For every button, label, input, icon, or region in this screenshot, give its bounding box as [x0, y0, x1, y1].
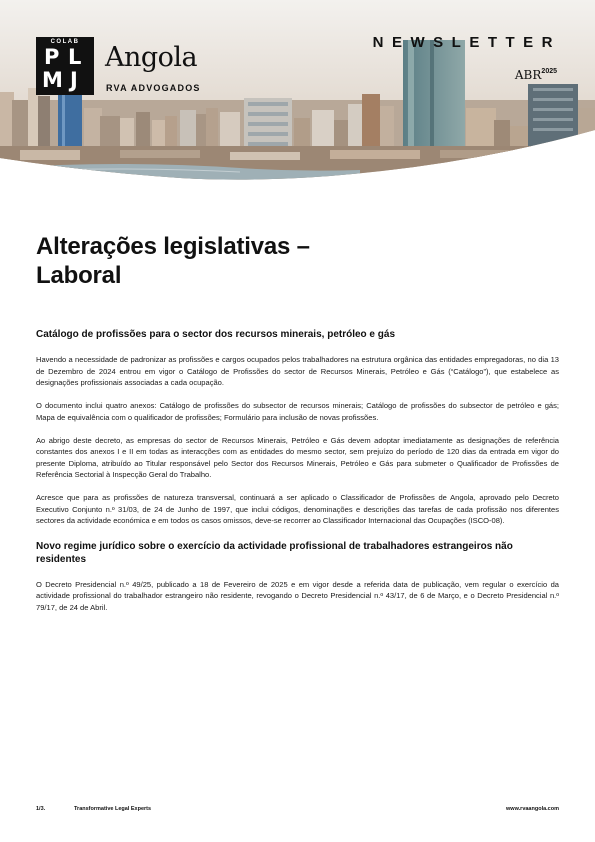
paragraph: Havendo a necessidade de padronizar as profissões e cargos ocupados pelos trabalhadores na estrutura orgânica das entidades empregadoras, no dia 13 de Dezembro de 2024 entrou em vigor o Catálogo de Profissões do sector de Recursos Minerais, Petróleo e Gás (“Catálogo”), que estabelece as designações profissionais associadas a cada ocupação. [36, 355, 559, 387]
paragraph: Acresce que para as profissões de natureza transversal, continuará a ser aplicado o Classificador de Profissões de Angola, aprovado pelo Decreto Executivo Conjunto n.º 31/03, de 24 de Junho de 1997, que inclui códigos, denominações e descrições das tarefas de cada profissão nos diferentes sectores da actividade económica e em todos os casos omissos, deve-se recorrer ao Classificador Internacional das Ocupações (ISCO-08). [36, 493, 559, 525]
logo-letter: P [44, 45, 60, 69]
logo-colab-text: COLAB [50, 39, 80, 45]
page-number: 1/3. [36, 806, 46, 812]
issue-date [515, 68, 557, 82]
page-title-line: Laboral [36, 262, 122, 289]
newsletter-label: NEWSLETTER [372, 34, 561, 51]
footer-tagline: Transformative Legal Experts [74, 806, 152, 812]
logo-letter: M [42, 68, 63, 92]
section-trabalhadores-estrangeiros [36, 540, 559, 614]
firm-logo[interactable] [36, 37, 94, 95]
website-link[interactable]: www.rvaangola.com [506, 806, 559, 812]
city-skyline-image [0, 0, 595, 190]
paragraph: O documento inclui quatro anexos: Catálogo de profissões do subsector de recursos minerais; Catálogo de profissões do subsector de petróleo e gás; Mapa de equivalência com o qualificador de profissões; Formulário para inclusão de novas profissões. [36, 401, 559, 422]
section-heading: Catálogo de profissões para o sector dos recursos minerais, petróleo e gás [36, 329, 396, 340]
paragraph: O Decreto Presidencial n.º 49/25, publicado a 18 de Fevereiro de 2025 e em vigor desde a referida data de publicação, vem regular o exercício da actividade profissional do trabalhador estrangeiro não residente, revogando o Decreto Presidencial n.º 43/17, de 6 de Março, e o Decreto Presidencial n.º 79/17, de 24 de Abril. [36, 579, 559, 612]
section-heading: Novo regime jurídico sobre o exercício da actividade profissional de trabalhadores estrangeiros não residentes [36, 540, 513, 565]
header-banner [0, 0, 595, 190]
issue-year: 2025 [541, 68, 557, 75]
page-title-line: Alterações legislativas – [36, 233, 310, 260]
issue-month: ABR [514, 68, 542, 82]
brand-subtitle: RVA ADVOGADOS [106, 83, 201, 93]
brand-name: Angola [105, 42, 198, 73]
section-catalogo-profissoes [36, 328, 559, 527]
article-body [36, 328, 559, 625]
paragraph: Ao abrigo deste decreto, as empresas do sector de Recursos Minerais, Petróleo e Gás devem adoptar imediatamente as designações de referência constantes dos anexos I e II em todas as interacções com as entidades do mesmo sector, sem prejuízo do período de 120 dias da entrada em vigor do presente Diploma, atribuído ao Titular responsável pelo Sector dos Recursos Minerais, Petróleo e Gás para submeter o Qualificador de Profissões de Referência Sectorial à Inspecção Geral do Trabalho. [36, 435, 559, 479]
page-footer [36, 806, 559, 816]
page-title [36, 232, 556, 290]
logo-letter: J [70, 68, 78, 92]
logo-letter: L [68, 45, 82, 69]
